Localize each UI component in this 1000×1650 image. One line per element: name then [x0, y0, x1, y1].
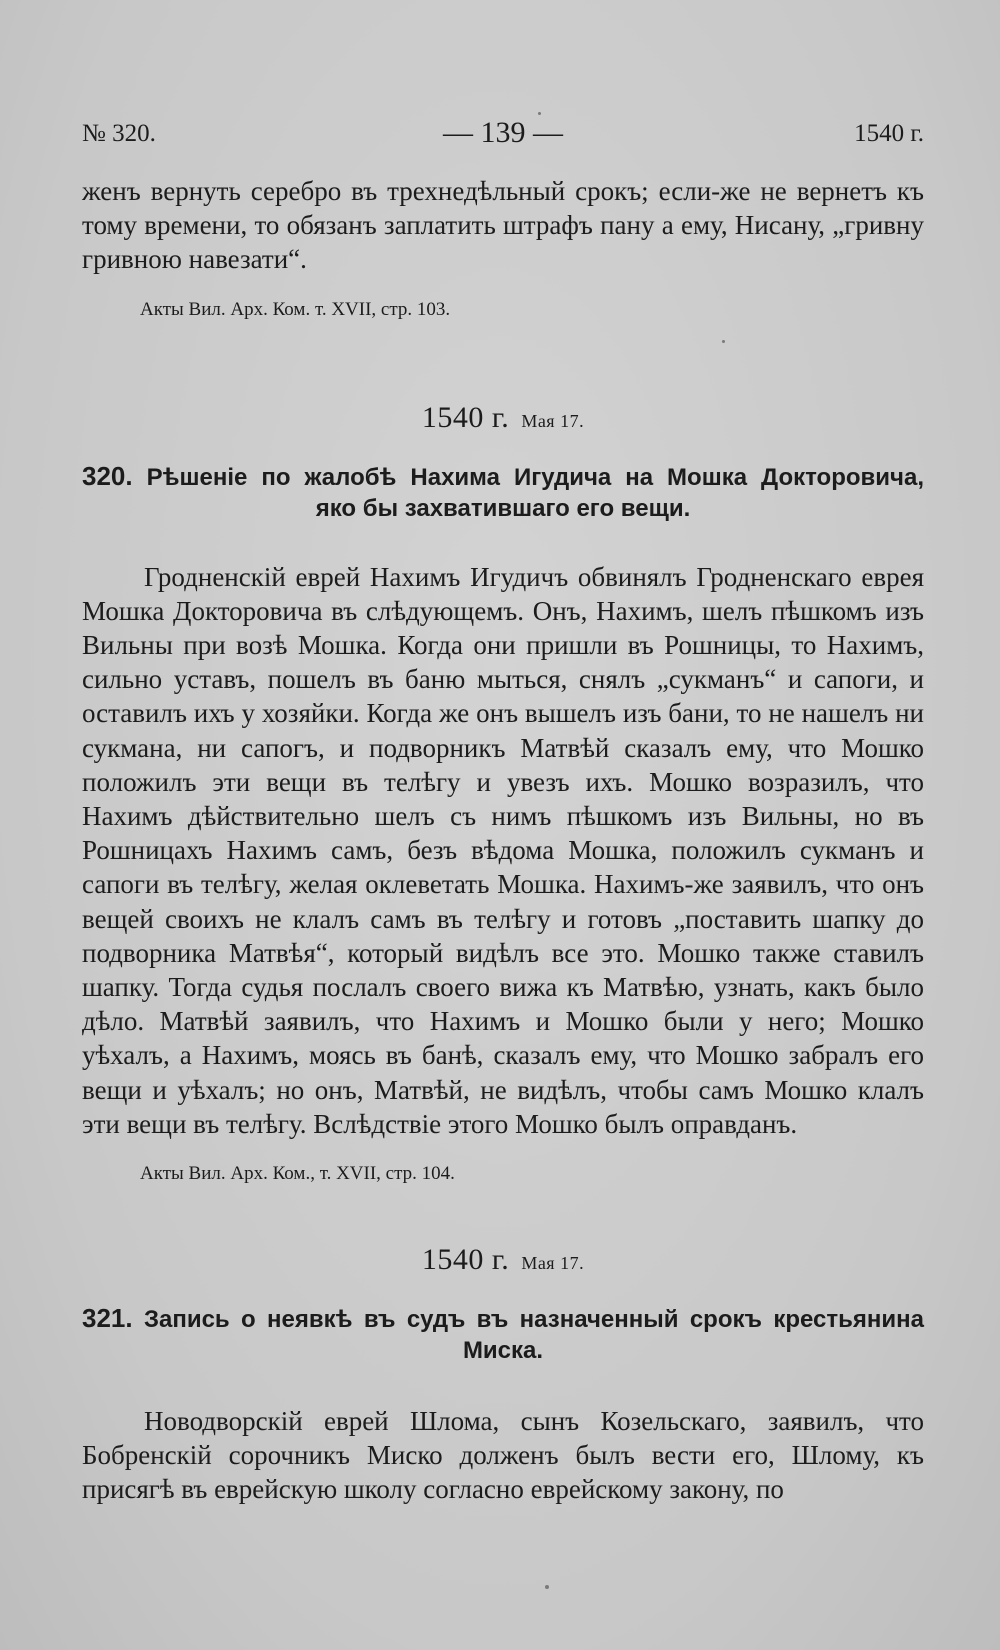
entry-320-text: Гродненскій еврей Нахимъ Игудичъ обвинялъ Гродненскаго еврея Мошка Докторовича въ слѣдующемъ. Онъ, Нахимъ, шелъ пѣшкомъ изъ Вильны при возѣ Мошка. Когда они пришли въ Рошницы, то Нахимъ, сильно уставъ, пошелъ въ баню мыться, снялъ „сукманъ“ и сапоги, и оставилъ ихъ у хозяйки. Когда же онъ вышелъ изъ бани, то не нашелъ ни сукмана, ни сапогъ, и подворникъ Матвѣй сказалъ ему, что Мошко положилъ эти вещи въ телѣгу и увезъ ихъ. Мошко возразилъ, что Нахимъ дѣйствительно шелъ съ нимъ пѣшкомъ изъ Вильны, но въ Рошницахъ Нахимъ самъ, безъ вѣдома Мошка, положилъ сукманъ и сапоги въ телѣгу, желая оклеветать Мошка. Нахимъ-же заявилъ, что онъ вещей своихъ не клалъ самъ въ телѣгу и готовъ „поставить шапку до подворника Матвѣя“, который видѣлъ все это. Мошко также ставилъ шапку. Тогда судья послалъ своего вижа къ Матвѣю, узнать, какъ было дѣло. Матвѣй заявилъ, что Нахимъ и Мошко были у него; Мошко уѣхалъ, а Нахимъ, моясь въ банѣ, сказалъ ему, что Мошко забралъ его вещи и уѣхалъ; но онъ, Матвѣй, не видѣлъ, чтобы самъ Мошко клалъ эти вещи въ телѣгу. Вслѣдствіе этого Мошко былъ оправданъ.: [82, 561, 924, 1139]
entry-320-heading-line1: [82, 461, 924, 493]
entry-320-date-day: Мая 17.: [521, 410, 585, 431]
previous-entry-text: женъ вернуть серебро въ трехнедѣльный срокъ; если-же не вернетъ къ тому времени, то обязанъ заплатить штрафъ пану а ему, Нисану, „гривну гривною навезати“.: [82, 176, 924, 275]
entry-320-title-part1: Рѣшеніе по жалобѣ Нахима Игудича на Мошка Докторовича,: [146, 463, 924, 491]
entry-321-heading: [82, 1303, 924, 1366]
entry-321-title-part2: Миска.: [462, 1337, 544, 1365]
entry-320-number: 320.: [82, 460, 133, 491]
entry-320-source: Акты Вил. Арх. Ком., т. XVII, стр. 104.: [140, 1163, 455, 1185]
document-number: № 320.: [82, 120, 156, 147]
entry-321-date: [82, 1243, 924, 1277]
entry-321-text: Новодворскій еврей Шлома, сынъ Козельскаго, заявилъ, что Бобренскій сорочникъ Миско долженъ былъ вести его, Шлому, къ присягѣ въ еврейскую школу согласно еврейскому закону, по: [82, 1406, 924, 1505]
paper-speck: [722, 340, 725, 343]
entry-321-date-day: Мая 17.: [521, 1253, 585, 1274]
paper-speck: [538, 112, 541, 115]
entry-321-number: 321.: [82, 1303, 133, 1334]
entry-320-heading: [82, 461, 924, 524]
page-number: — 139 —: [443, 116, 563, 149]
header-year: 1540 г.: [854, 120, 924, 147]
previous-entry-source: Акты Вил. Арх. Ком. т. XVII, стр. 103.: [140, 298, 451, 320]
page-content: [82, 110, 924, 1507]
entry-321-title-part1: Запись о неявкѣ въ судъ въ назначенный срокъ крестьянина: [143, 1306, 924, 1334]
entry-320-date-year: 1540 г.: [421, 400, 510, 434]
page-header: [82, 110, 924, 156]
entry-320-date: [82, 401, 924, 435]
entry-321-date-year: 1540 г.: [421, 1243, 510, 1277]
entry-320-title-part2: яко бы захватившаго его вещи.: [315, 494, 691, 522]
paper-speck: [545, 1585, 549, 1589]
entry-321-heading-line1: [82, 1303, 924, 1335]
